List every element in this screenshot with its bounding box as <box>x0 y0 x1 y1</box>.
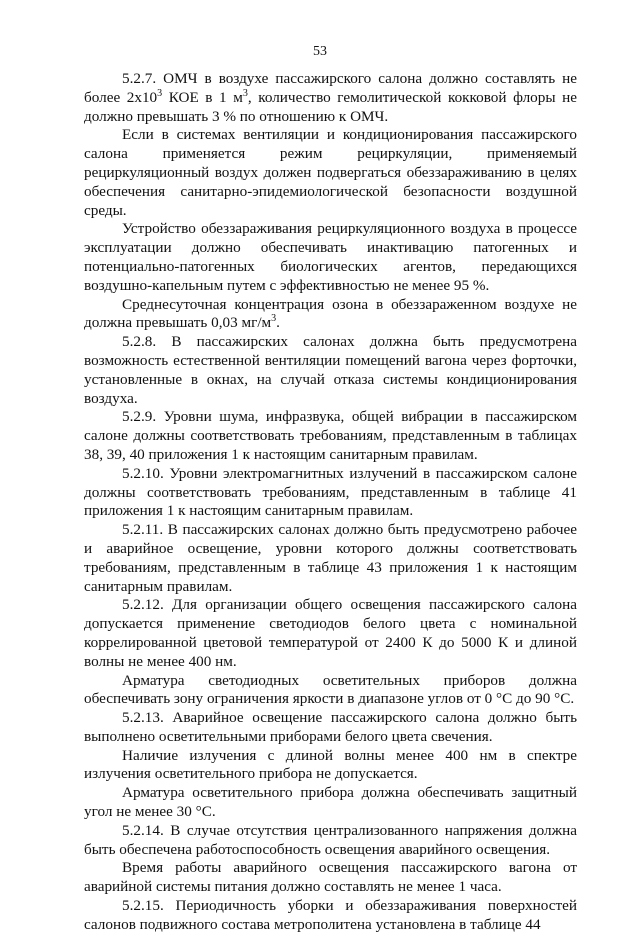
document-body <box>84 70 577 935</box>
paragraph-5-2-9: 5.2.9. Уровни шума, инфразвука, общей вибрации в пассажирском салоне должны соответствовать требованиям, представленным в таблицах 38, 39, 40 приложения 1 к настоящим санитарным правилам. <box>84 408 577 463</box>
paragraph-5-2-8: 5.2.8. В пассажирских салонах должна быть предусмотрена возможность естественной вентиляции помещений вагона через форточки, установленные в окнах, на случай отказа системы кондиционирования воздуха. <box>84 333 577 407</box>
paragraph-ozone-concentration: Среднесуточная концентрация озона в обеззараженном воздухе не должна превышать 0,03 $мг/м^3$. <box>84 295 577 332</box>
paragraph-disinfection-device: Устройство обеззараживания рециркуляционного воздуха в процессе эксплуатации должно обеспечивать инактивацию патогенных и потенциально-патогенных биологических агентов, передающихся воздушно-капельным путем с эффективностью не менее 95 %. <box>84 220 577 294</box>
page-number: 53 <box>313 44 327 59</box>
paragraph-5-2-13: 5.2.13. Аварийное освещение пассажирского салона должно быть выполнено осветительными приборами белого цвета свечения. <box>84 709 577 745</box>
paragraph-recirculation: Если в системах вентиляции и кондиционирования пассажирского салона применяется режим рециркуляции, применяемый рециркуляционный воздух должен подвергаться обеззараживанию в целях обеспечения санитарно-эпидемиологической безопасности воздушной среды. <box>84 126 577 219</box>
superscript-cubic: 3 <box>242 87 248 99</box>
superscript-exponent: 3 <box>157 87 163 99</box>
paragraph-led-armature: Арматура светодиодных осветительных приборов должна обеспечивать зону ограничения яркости в диапазоне углов от 0 °С до 90 °С. <box>84 671 577 708</box>
paragraph-uv-radiation: Наличие излучения с длиной волны менее 400 нм в спектре излучения осветительного прибора не допускается. <box>84 746 577 783</box>
paragraph-5-2-12: 5.2.12. Для организации общего освещения пассажирского салона допускается применение светодиодов белого цвета с номинальной коррелированной цветовой температурой от 2400 К до 5000 К и длиной волны не менее 400 нм. <box>84 596 577 670</box>
paragraph-5-2-14: 5.2.14. В случае отсутствия централизованного напряжения должна быть обеспечена работоспособность освещения аварийного освещения. <box>84 821 577 858</box>
paragraph-emergency-duration: Время работы аварийного освещения пассажирского вагона от аварийной системы питания должно составлять не менее 1 часа. <box>84 859 577 896</box>
paragraph-5-2-7: 5.2.7. ОМЧ в воздухе пассажирского салона должно составлять не более $2х10^3$ КОЕ в 1 $м^3$, количество гемолитической кокковой флоры не должно превышать 3 % по отношению к ОМЧ. <box>84 70 577 125</box>
superscript-cubic: 3 <box>271 313 277 325</box>
paragraph-5-2-15: 5.2.15. Периодичность уборки и обеззараживания поверхностей салонов подвижного состава метрополитена установлена в таблице 44 <box>84 897 577 933</box>
paragraph-5-2-10: 5.2.10. Уровни электромагнитных излучений в пассажирском салоне должны соответствовать требованиям, представленным в таблице 41 приложения 1 к настоящим санитарным правилам. <box>84 464 577 520</box>
paragraph-5-2-11: 5.2.11. В пассажирских салонах должно быть предусмотрено рабочее и аварийное освещение, уровни которого должны соответствовать требованиям, представленным в таблице 43 приложения 1 к настоящим санитарным правилам. <box>84 521 577 595</box>
paragraph-protective-angle: Арматура осветительного прибора должна обеспечивать защитный угол не менее 30 °С. <box>84 784 577 821</box>
